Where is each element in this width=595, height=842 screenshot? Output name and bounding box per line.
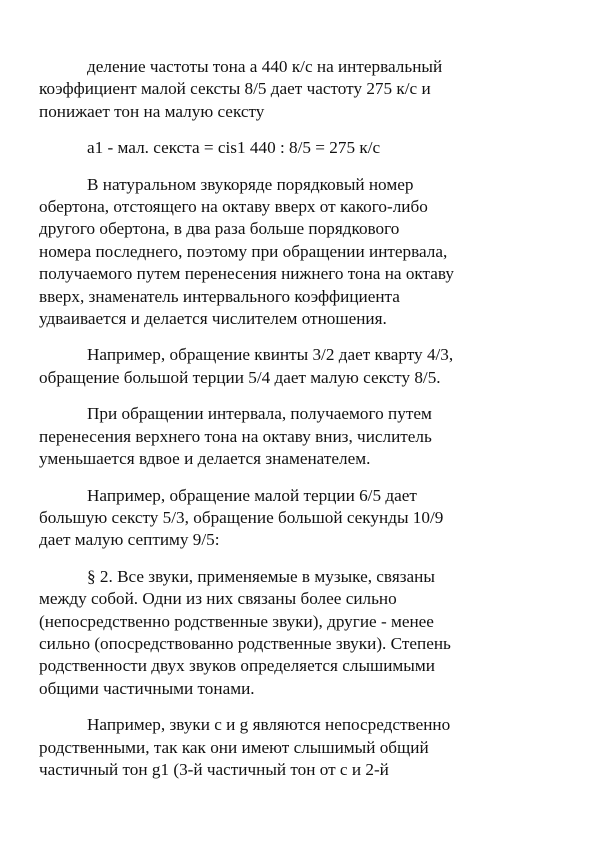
text-line: родственными, так как они имеют слышимый общий [39, 737, 429, 757]
text-line: обращение большой терции 5/4 дает малую сексту 8/5. [39, 367, 441, 387]
text-line: коэффициент малой сексты 8/5 дает частоту 275 к/с и [39, 79, 431, 99]
text-line: другого обертона, в два раза больше порядкового [39, 219, 400, 239]
text-line: получаемого путем перенесения нижнего тона на октаву [39, 264, 455, 284]
text-line: Например, обращение малой терции 6/5 дает [87, 485, 417, 505]
text-line: уменьшается вдвое и делается знаменателем. [39, 449, 371, 469]
paragraph [39, 56, 535, 123]
text-line: В натуральном звукоряде порядковый номер [87, 174, 414, 194]
text-line: родственности двух звуков определяется слышимыми [39, 656, 435, 676]
text-line: деление частоты тона а 440 к/с на интервальный [87, 57, 443, 76]
paragraph [39, 485, 535, 552]
text-line: Например, обращение квинты 3/2 дает кварту 4/3, [87, 345, 454, 365]
paragraph [39, 174, 535, 331]
text-line: сильно (опосредствованно родственные звуки). Степень [39, 633, 451, 653]
text-line: общими частичными тонами. [39, 678, 255, 698]
text-line: понижает тон на малую сексту [39, 101, 265, 121]
text-line: (непосредственно родственные звуки), другие - менее [39, 611, 434, 631]
paragraph [39, 566, 535, 700]
paragraph [39, 714, 535, 781]
text-line: большую сексту 5/3, обращение большой секунды 10/9 [39, 507, 444, 527]
paragraph [39, 344, 535, 389]
text-line: обертона, отстоящего на октаву вверх от какого-либо [39, 197, 428, 217]
text-line: номера последнего, поэтому при обращении интервала, [39, 241, 448, 261]
text-line: дает малую септиму 9/5: [39, 530, 220, 550]
text-line: a1 - мал. секста = cis1 440 : 8/5 = 275 к/с [87, 138, 381, 158]
text-line: При обращении интервала, получаемого путем [87, 404, 432, 424]
text-line: § 2. Все звуки, применяемые в музыке, связаны [87, 566, 435, 586]
text-line: между собой. Одни из них связаны более сильно [39, 589, 397, 609]
text-line: вверх, знаменатель интервального коэффициента [39, 286, 400, 306]
text-line: частичный тон g1 (3-й частичный тон от с и 2-й [39, 759, 389, 779]
paragraph [63, 137, 535, 159]
text-line: перенесения верхнего тона на октаву вниз, числитель [39, 426, 432, 446]
text-line: Например, звуки с и g являются непосредственно [87, 715, 451, 735]
document-body [39, 56, 535, 795]
text-line: удваивается и делается числителем отношения. [39, 309, 387, 329]
paragraph [39, 403, 535, 470]
